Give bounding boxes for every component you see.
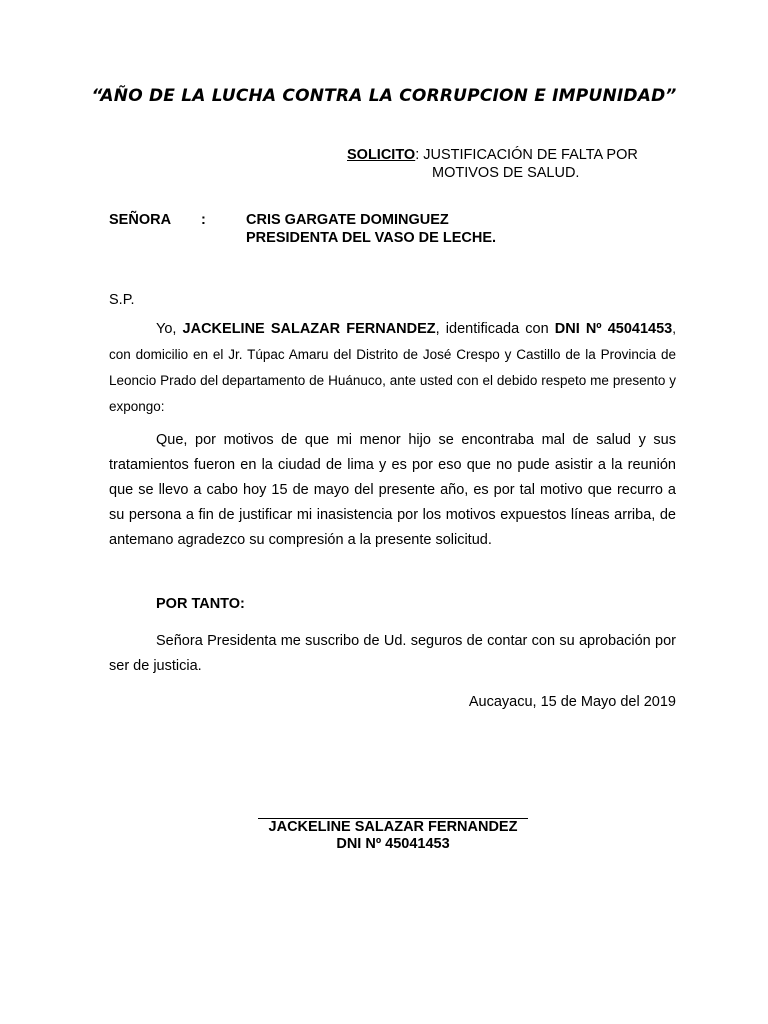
addressee-label: SEÑORA — [109, 212, 172, 228]
year-title: “AÑO DE LA LUCHA CONTRA LA CORRUPCION E IMPUNIDAD” — [91, 86, 677, 106]
subject-text-line2: MOTIVOS DE SALUD. — [432, 165, 580, 181]
subject-label: SOLICITO — [347, 147, 416, 163]
intro-dni: DNI Nº 45041453 — [554, 321, 673, 337]
signature-dni: DNI Nº 45041453 — [336, 836, 450, 852]
por-tanto-heading: POR TANTO: — [156, 596, 245, 612]
subject-text-line1: : JUSTIFICACIÓN DE FALTA POR — [415, 147, 638, 163]
intro-name: JACKELINE SALAZAR FERNANDEZ — [182, 321, 436, 337]
addressee-name: CRIS GARGATE DOMINGUEZ — [246, 212, 449, 228]
signature-block — [0, 819, 768, 853]
paragraph-closing: Señora Presidenta me suscribo de Ud. seguros de contar con su aprobación por ser de justicia. — [109, 633, 676, 674]
addressee-colon: : — [201, 212, 206, 228]
paragraph-reason: Que, por motivos de que mi menor hijo se encontraba mal de salud y sus tratamientos fueron en la ciudad de lima y es por eso que no pude asistir a la reunión que se llevo a cabo hoy 15 de mayo del presente año, es por tal motivo que recurro a su persona a fin de justificar mi inasistencia por los motivos expuestos líneas arriba, de antemano agradezco su compresión a la presente solicitud. — [109, 432, 676, 548]
intro-mid: , identificada con — [435, 321, 555, 337]
intro-yo: Yo, — [156, 321, 183, 337]
addressee-position: PRESIDENTA DEL VASO DE LECHE. — [246, 230, 497, 246]
salutation: S.P. — [109, 292, 135, 308]
signature-name: JACKELINE SALAZAR FERNANDEZ — [268, 819, 518, 835]
intro-rest: , con domicilio en el Jr. Túpac Amaru del Distrito de José Crespo y Castillo de la Provincia de Leoncio Prado del departamento de Huánuco, ante usted con el debido respeto me presento y expongo: — [109, 321, 676, 414]
addressee-names — [246, 211, 496, 247]
subject-block — [347, 146, 638, 182]
date-line: Aucayacu, 15 de Mayo del 2019 — [468, 694, 676, 710]
paragraph-intro — [109, 316, 676, 420]
